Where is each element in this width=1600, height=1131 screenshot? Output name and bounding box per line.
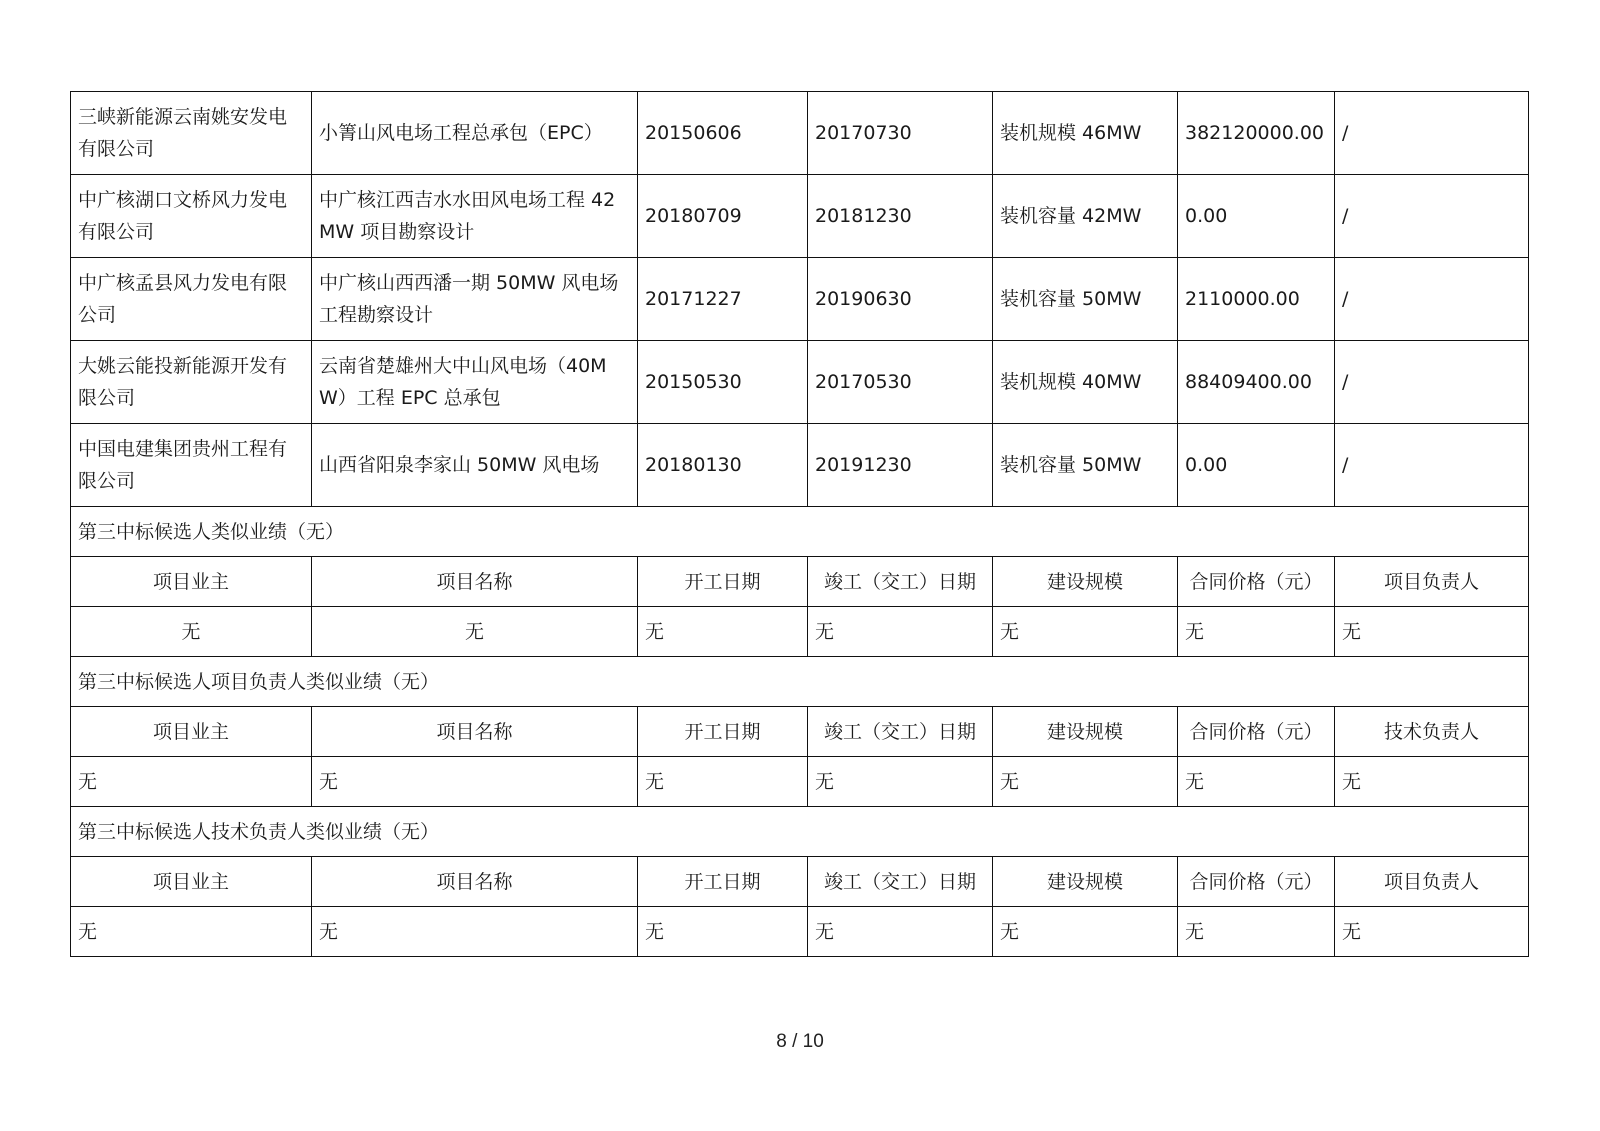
- table-cell: 无: [638, 757, 808, 807]
- table-cell: 无: [71, 907, 312, 957]
- end-date-cell: 20170530: [808, 341, 993, 424]
- price-cell: 88409400.00: [1178, 341, 1335, 424]
- section-title: 第三中标候选人技术负责人类似业绩（无）: [71, 807, 1529, 857]
- column-header: 建设规模: [993, 857, 1178, 907]
- table-cell: 无: [1178, 607, 1335, 657]
- column-header: 竣工（交工）日期: [808, 857, 993, 907]
- table-cell: 无: [808, 757, 993, 807]
- end-date-cell: 20191230: [808, 424, 993, 507]
- column-header: 开工日期: [638, 857, 808, 907]
- manager-cell: /: [1335, 258, 1529, 341]
- column-header: 开工日期: [638, 707, 808, 757]
- price-cell: 0.00: [1178, 424, 1335, 507]
- table-cell: 无: [993, 607, 1178, 657]
- start-date-cell: 20150530: [638, 341, 808, 424]
- column-header: 合同价格（元）: [1178, 557, 1335, 607]
- table-cell: 无: [71, 757, 312, 807]
- table-cell: 无: [1335, 907, 1529, 957]
- table-row: [71, 341, 1529, 424]
- document-page: [70, 91, 1528, 957]
- column-header: 合同价格（元）: [1178, 857, 1335, 907]
- column-header: 竣工（交工）日期: [808, 707, 993, 757]
- table-row: [71, 258, 1529, 341]
- column-header: 技术负责人: [1335, 707, 1529, 757]
- end-date-cell: 20181230: [808, 175, 993, 258]
- column-header: 建设规模: [993, 707, 1178, 757]
- column-header: 建设规模: [993, 557, 1178, 607]
- column-header: 项目名称: [312, 857, 638, 907]
- table-cell: 无: [312, 907, 638, 957]
- manager-cell: /: [1335, 424, 1529, 507]
- section-title-row: [71, 657, 1529, 707]
- owner-cell: 中国电建集团贵州工程有限公司: [71, 424, 312, 507]
- project-name-cell: 小箐山风电场工程总承包（EPC）: [312, 92, 638, 175]
- column-header: 竣工（交工）日期: [808, 557, 993, 607]
- price-cell: 382120000.00: [1178, 92, 1335, 175]
- column-header: 项目负责人: [1335, 557, 1529, 607]
- project-name-cell: 云南省楚雄州大中山风电场（40MW）工程 EPC 总承包: [312, 341, 638, 424]
- table-cell: 无: [1335, 607, 1529, 657]
- column-header: 项目名称: [312, 557, 638, 607]
- scale-cell: 装机规模 40MW: [993, 341, 1178, 424]
- price-cell: 2110000.00: [1178, 258, 1335, 341]
- performance-table: [70, 91, 1529, 957]
- table-row: [71, 607, 1529, 657]
- page-number: 8 / 10: [776, 1031, 824, 1052]
- project-name-cell: 山西省阳泉李家山 50MW 风电场: [312, 424, 638, 507]
- project-name-cell: 中广核江西吉水水田风电场工程 42MW 项目勘察设计: [312, 175, 638, 258]
- table-cell: 无: [993, 907, 1178, 957]
- table-cell: 无: [1178, 907, 1335, 957]
- scale-cell: 装机容量 50MW: [993, 424, 1178, 507]
- project-name-cell: 中广核山西西潘一期 50MW 风电场工程勘察设计: [312, 258, 638, 341]
- owner-cell: 中广核孟县风力发电有限公司: [71, 258, 312, 341]
- column-header: 项目业主: [71, 557, 312, 607]
- header-row: [71, 707, 1529, 757]
- manager-cell: /: [1335, 341, 1529, 424]
- table-row: [71, 175, 1529, 258]
- table-row: [71, 92, 1529, 175]
- table-cell: 无: [638, 607, 808, 657]
- table-cell: 无: [312, 757, 638, 807]
- end-date-cell: 20170730: [808, 92, 993, 175]
- price-cell: 0.00: [1178, 175, 1335, 258]
- owner-cell: 三峡新能源云南姚安发电有限公司: [71, 92, 312, 175]
- scale-cell: 装机容量 50MW: [993, 258, 1178, 341]
- table-row: [71, 907, 1529, 957]
- table-cell: 无: [638, 907, 808, 957]
- end-date-cell: 20190630: [808, 258, 993, 341]
- table-cell: 无: [808, 907, 993, 957]
- table-cell: 无: [312, 607, 638, 657]
- table-cell: 无: [993, 757, 1178, 807]
- owner-cell: 中广核湖口文桥风力发电有限公司: [71, 175, 312, 258]
- header-row: [71, 557, 1529, 607]
- manager-cell: /: [1335, 92, 1529, 175]
- section-title: 第三中标候选人项目负责人类似业绩（无）: [71, 657, 1529, 707]
- header-row: [71, 857, 1529, 907]
- table-cell: 无: [808, 607, 993, 657]
- column-header: 开工日期: [638, 557, 808, 607]
- section-title: 第三中标候选人类似业绩（无）: [71, 507, 1529, 557]
- start-date-cell: 20171227: [638, 258, 808, 341]
- table-cell: 无: [1178, 757, 1335, 807]
- scale-cell: 装机容量 42MW: [993, 175, 1178, 258]
- column-header: 项目业主: [71, 707, 312, 757]
- table-cell: 无: [1335, 757, 1529, 807]
- table-row: [71, 424, 1529, 507]
- start-date-cell: 20180709: [638, 175, 808, 258]
- scale-cell: 装机规模 46MW: [993, 92, 1178, 175]
- owner-cell: 大姚云能投新能源开发有限公司: [71, 341, 312, 424]
- section-title-row: [71, 507, 1529, 557]
- column-header: 项目负责人: [1335, 857, 1529, 907]
- column-header: 合同价格（元）: [1178, 707, 1335, 757]
- manager-cell: /: [1335, 175, 1529, 258]
- section-title-row: [71, 807, 1529, 857]
- start-date-cell: 20180130: [638, 424, 808, 507]
- start-date-cell: 20150606: [638, 92, 808, 175]
- column-header: 项目业主: [71, 857, 312, 907]
- table-cell: 无: [71, 607, 312, 657]
- table-row: [71, 757, 1529, 807]
- column-header: 项目名称: [312, 707, 638, 757]
